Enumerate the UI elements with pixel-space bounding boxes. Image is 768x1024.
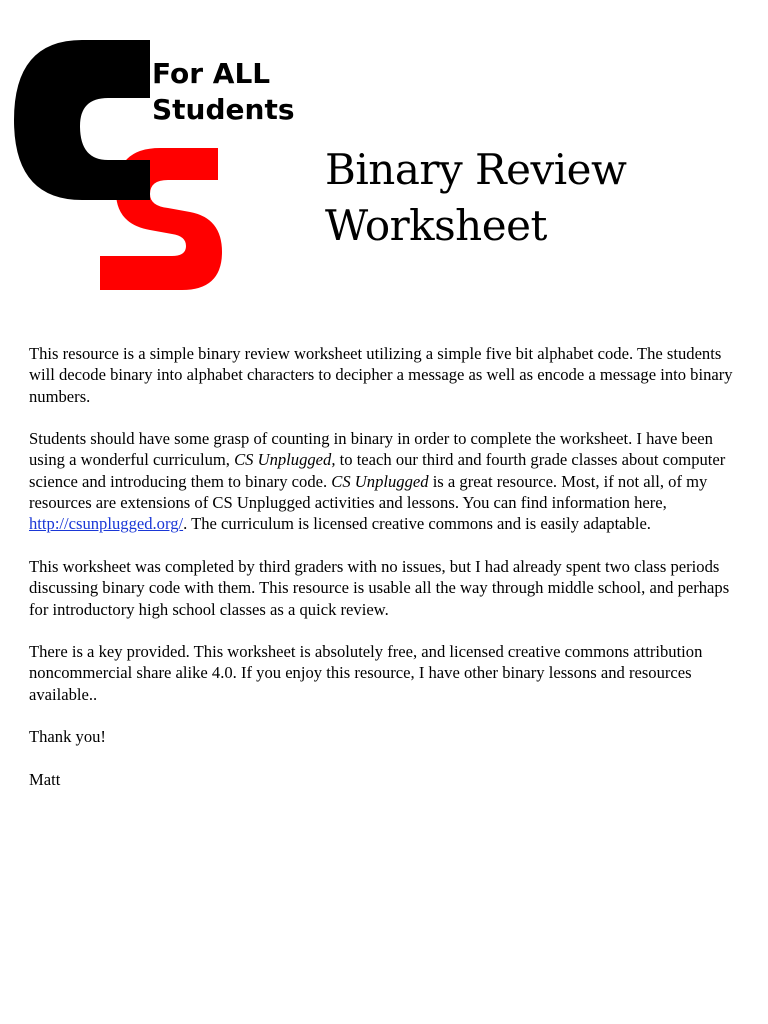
paragraph-thanks: Thank you! xyxy=(29,727,106,747)
document-title xyxy=(325,142,627,254)
paragraph-usage: This worksheet was completed by third graders with no issues, but I had already spent two class periods discussing binary code with them. This resource is usable all the way through middle school, and perhaps for introductory high school classes as a quick review. xyxy=(29,556,730,619)
paragraph-curriculum xyxy=(29,428,749,534)
document-title-line2: Worksheet xyxy=(325,201,547,250)
logo-letter-c xyxy=(14,40,150,200)
paragraph-signature: Matt xyxy=(29,769,61,789)
paragraph-curriculum-text-1: Students should have some grasp of counting in binary in order to complete the worksheet. I have been using a wonderful curriculum, xyxy=(29,429,713,470)
cs-logo xyxy=(0,0,320,310)
document-body xyxy=(29,343,749,812)
paragraph-curriculum-text-4: . The curriculum is licensed creative commons and is easily adaptable. xyxy=(183,514,651,534)
paragraph-curriculum-text-3: is a great resource. Most, if not all, of my resources are extensions of CS Unplugged activities and lessons. You can find information here, xyxy=(29,471,708,513)
logo-tagline-line1: For ALL xyxy=(152,57,271,90)
paragraph-license: There is a key provided. This worksheet is absolutely free, and licensed creative commons attribution noncommercial share alike 4.0. If you enjoy this resource, I have other binary lessons and resources available.. xyxy=(29,642,703,704)
cs-logo-graphic xyxy=(0,0,240,300)
paragraph-intro: This resource is a simple binary review worksheet utilizing a simple five bit alphabet code. The students will decode binary into alphabet characters to decipher a message as well as encode a message into binary numbers. xyxy=(29,344,733,406)
logo-tagline-line2: Students xyxy=(152,93,295,126)
paragraph-curriculum-text-2: to teach our third and fourth grade classes about computer science and introducing them to binary code. xyxy=(29,450,726,491)
csunplugged-link[interactable]: http://csunplugged.org/ xyxy=(29,514,184,534)
logo-tagline xyxy=(152,56,295,128)
cs-unplugged-italic-1: CS Unplugged, xyxy=(234,450,336,470)
cs-unplugged-italic-2: CS Unplugged xyxy=(331,471,429,491)
document-title-line1: Binary Review xyxy=(325,145,627,194)
